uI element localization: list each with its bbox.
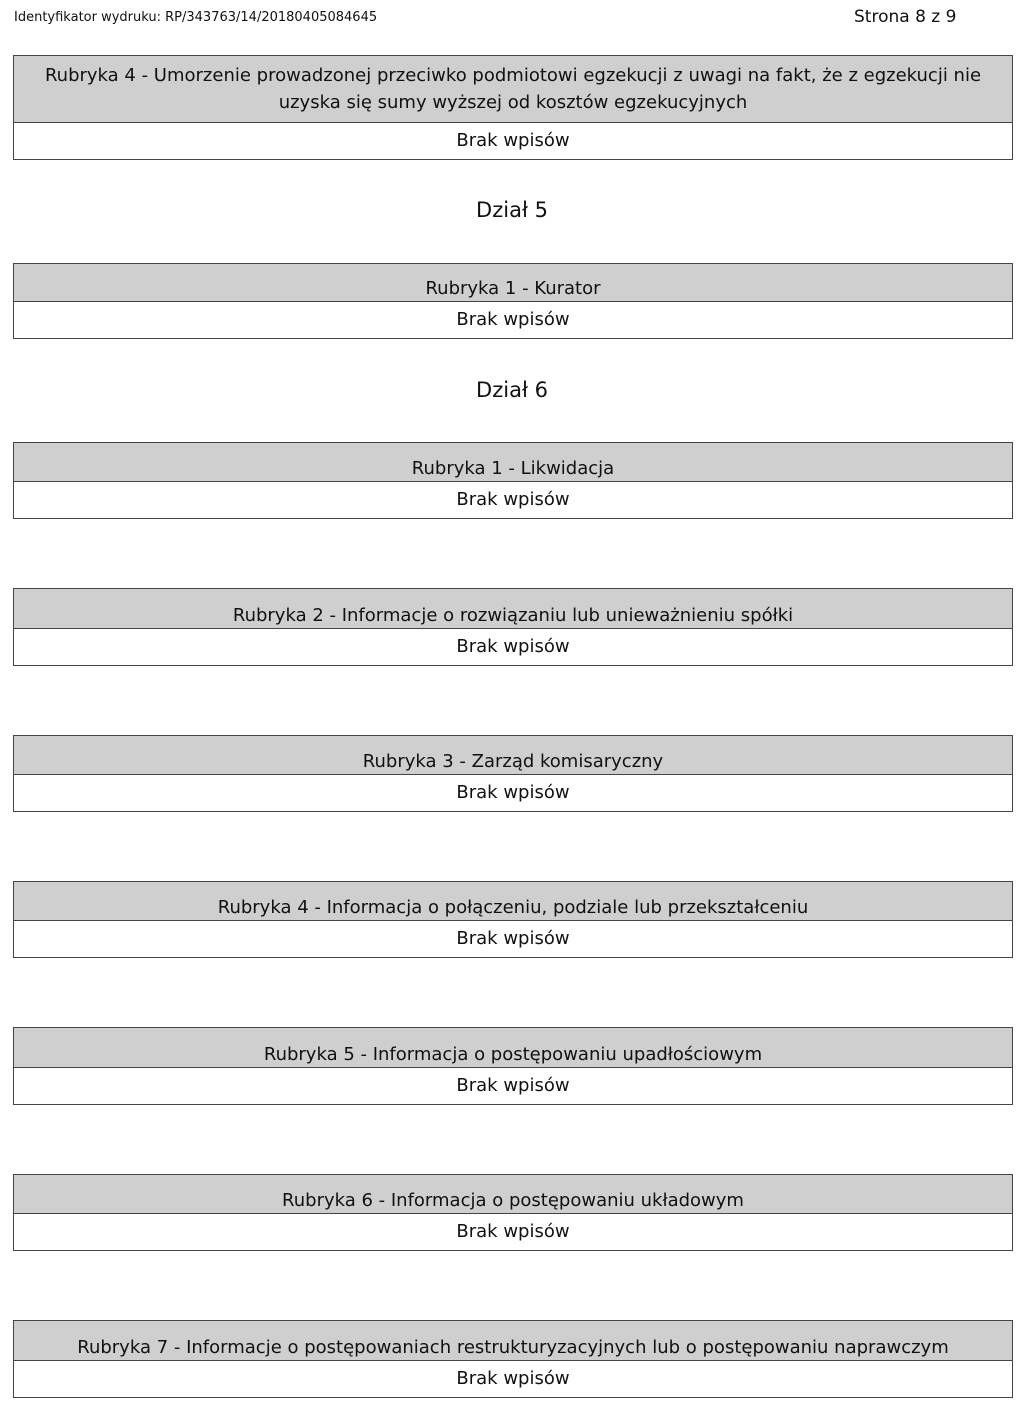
rubric-content: Brak wpisów [14,1214,1012,1250]
rubric-box-uklad [13,1174,1013,1251]
rubric-content: Brak wpisów [14,1068,1012,1104]
section-title-dzial-5: Dział 5 [476,198,548,222]
rubric-title: Rubryka 1 - Kurator [14,264,1012,302]
rubric-box-polaczenie [13,881,1013,958]
rubric-title: Rubryka 6 - Informacja o postępowaniu układowym [14,1175,1012,1214]
rubric-content: Brak wpisów [14,775,1012,811]
rubric-box-zarzad-komisaryczny [13,735,1013,812]
rubric-box-kurator [13,263,1013,339]
rubric-title: Rubryka 5 - Informacja o postępowaniu upadłościowym [14,1028,1012,1068]
section-title-dzial-6: Dział 6 [476,378,548,402]
rubric-title: Rubryka 3 - Zarząd komisaryczny [14,736,1012,775]
rubric-box-egzekucja [13,55,1013,160]
rubric-content: Brak wpisów [14,302,1012,338]
rubric-box-upadlosc [13,1027,1013,1105]
page-number: Strona 8 z 9 [854,7,957,27]
rubric-content: Brak wpisów [14,123,1012,159]
rubric-box-restrukturyzacja [13,1320,1013,1398]
rubric-box-rozwiazanie [13,588,1013,666]
rubric-content: Brak wpisów [14,482,1012,518]
rubric-title: Rubryka 7 - Informacje o postępowaniach restrukturyzacyjnych lub o postępowaniu naprawczym [14,1321,1012,1361]
rubric-box-likwidacja [13,442,1013,519]
rubric-title: Rubryka 1 - Likwidacja [14,443,1012,482]
print-identifier: Identyfikator wydruku: RP/343763/14/20180405084645 [14,10,378,25]
rubric-title: Rubryka 4 - Informacja o połączeniu, podziale lub przekształceniu [14,882,1012,921]
rubric-title: Rubryka 4 - Umorzenie prowadzonej przeciwko podmiotowi egzekucji z uwagi na fakt, że z egzekucji nie uzyska się sumy wyższej od kosztów egzekucyjnych [14,56,1012,123]
rubric-content: Brak wpisów [14,1361,1012,1397]
rubric-content: Brak wpisów [14,921,1012,957]
rubric-title: Rubryka 2 - Informacje o rozwiązaniu lub unieważnieniu spółki [14,589,1012,629]
rubric-content: Brak wpisów [14,629,1012,665]
